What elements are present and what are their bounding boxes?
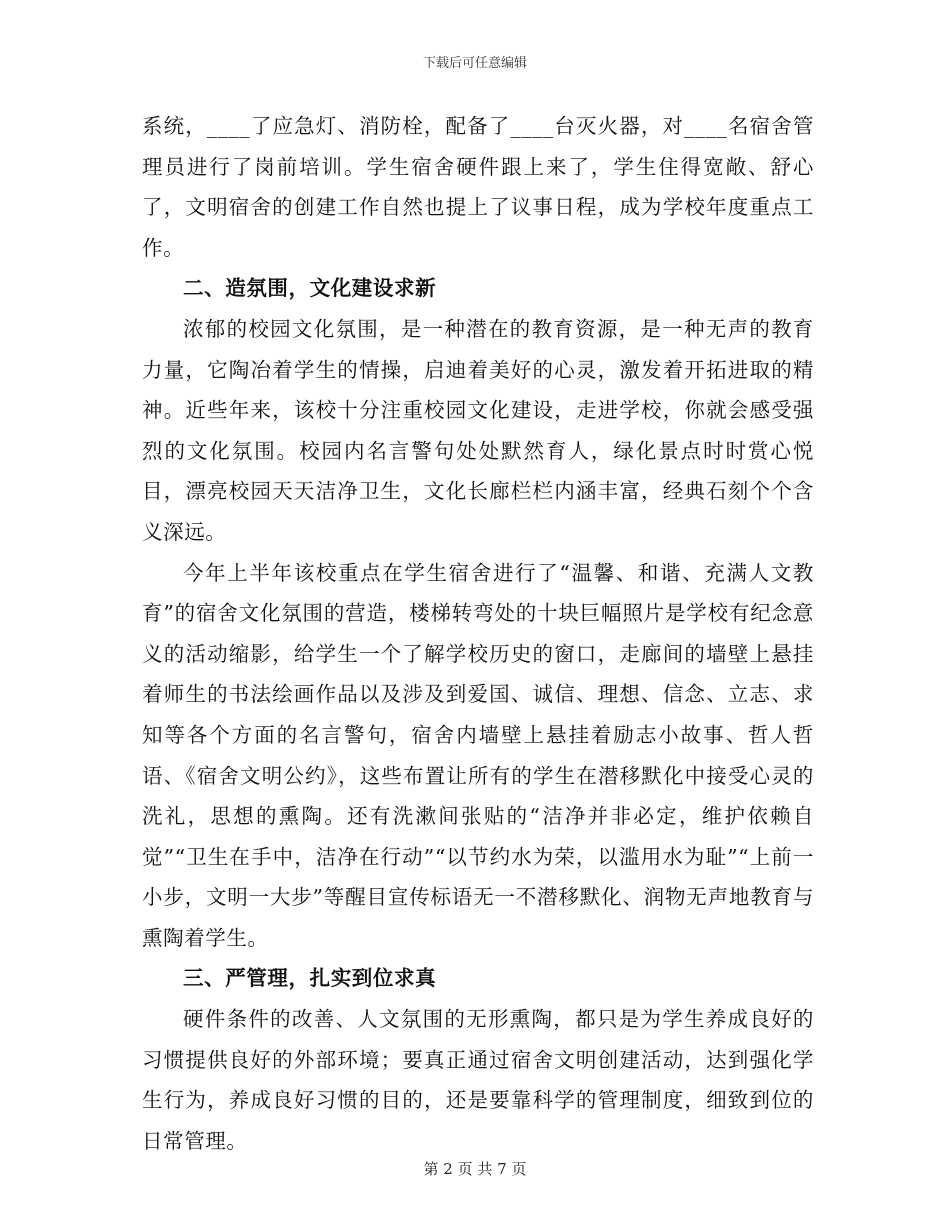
- section-heading-3: 三、严管理，扎实到位求真: [183, 966, 437, 991]
- page-number: 第 2 页 共 7 页: [423, 1160, 527, 1178]
- paragraph-4: 硬件条件的改善、人文氛围的无形熏陶，都只是为学生养成良好的习惯提供良好的外部环境；要真正通过宿舍文明创建活动，达到强化学生行为，养成良好习惯的目的，还是要靠科学的管理制度，细致到位的日常管理。: [142, 1007, 814, 1153]
- header-note: 下载后可任意编辑: [422, 56, 527, 71]
- section-heading-2: 二、造氛围，文化建设求新: [183, 276, 437, 301]
- paragraph-1: 系统，____了应急灯、消防栓，配备了____台灭火器，对____名宿舍管理员进行了岗前培训。学生宿舍硬件跟上来了，学生住得宽敞、舒心了，文明宿舍的创建工作自然也提上了议事日程，成为学校年度重点工作。: [142, 114, 814, 260]
- paragraph-3: 今年上半年该校重点在学生宿舍进行了“温馨、和谐、充满人文教育”的宿舍文化氛围的营造，楼梯转弯处的十块巨幅照片是学校有纪念意义的活动缩影，给学生一个了解学校历史的窗口，走廊间的墙壁上悬挂着师生的书法绘画作品以及涉及到爱国、诚信、理想、信念、立志、求知等各个方面的名言警句，宿舍内墙壁上悬挂着励志小故事、哲人哲语、《宿舍文明公约》，这些布置让所有的学生在潜移默化中接受心灵的洗礼，思想的熏陶。还有洗漱间张贴的“洁净并非必定，维护依赖自觉”“卫生在手中，洁净在行动”“以节约水为荣，以滥用水为耻”“上前一小步，文明一大步”等醒目宣传标语无一不潜移默化、润物无声地教育与熏陶着学生。: [142, 560, 814, 950]
- document-body: [142, 106, 814, 1161]
- paragraph-2: 浓郁的校园文化氛围，是一种潜在的教育资源，是一种无声的教育力量，它陶冶着学生的情操，启迪着美好的心灵，激发着开拓进取的精神。近些年来，该校十分注重校园文化建设，走进学校，你就会感受强烈的文化氛围。校园内名言警句处处默然育人，绿化景点时时赏心悦目，漂亮校园天天洁净卫生，文化长廊栏栏内涵丰富，经典石刻个个含义深远。: [142, 316, 814, 544]
